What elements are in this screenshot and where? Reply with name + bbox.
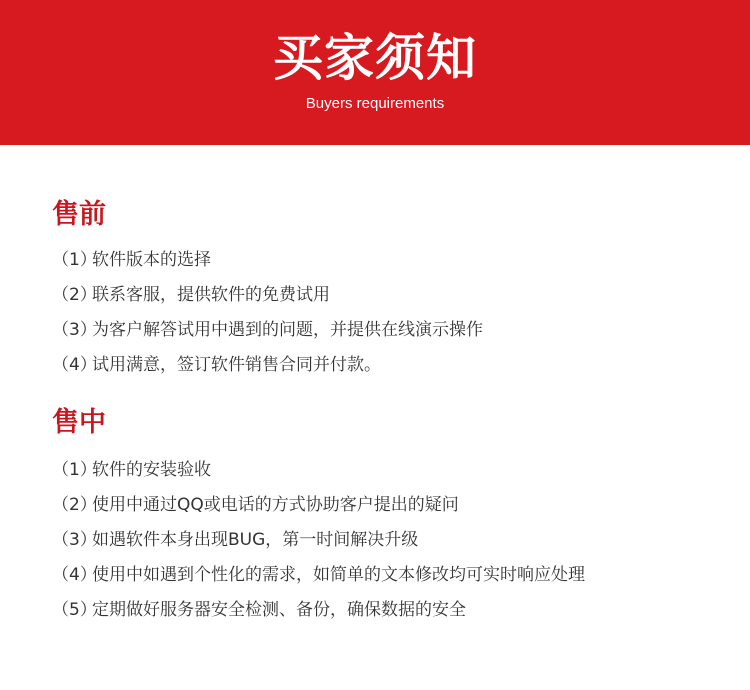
item-number: （4） [52, 355, 97, 375]
item-number: （1） [52, 460, 97, 480]
item-text: 为客户解答试用中遇到的问题，并提供在线演示操作 [92, 320, 483, 340]
presale-item [52, 243, 483, 278]
item-text: 使用中通过QQ或电话的方式协助客户提出的疑问 [92, 495, 459, 515]
item-number: （1） [52, 250, 97, 270]
page-subtitle: Buyers requirements [305, 95, 445, 112]
insale-item [52, 488, 585, 523]
presale-heading: 售前 [52, 199, 106, 230]
item-number: （5） [52, 600, 97, 620]
item-text: 联系客服，提供软件的免费试用 [92, 285, 330, 305]
presale-item [52, 348, 483, 383]
insale-heading: 售中 [52, 407, 106, 438]
item-text: 使用中如遇到个性化的需求，如简单的文本修改均可实时响应处理 [92, 565, 585, 585]
presale-item [52, 313, 483, 348]
item-number: （3） [52, 320, 97, 340]
item-number: （2） [52, 285, 97, 305]
insale-item [52, 453, 585, 488]
insale-item [52, 558, 585, 593]
presale-section [52, 197, 483, 383]
presale-item [52, 278, 483, 313]
header-banner [0, 0, 750, 145]
item-number: （3） [52, 530, 97, 550]
item-text: 试用满意，签订软件销售合同并付款。 [92, 355, 381, 375]
item-number: （2） [52, 495, 97, 515]
insale-item [52, 593, 585, 628]
insale-section [52, 405, 585, 628]
item-text: 软件的安装验收 [92, 460, 211, 480]
page-title: 买家须知 [273, 29, 477, 87]
item-text: 如遇软件本身出现BUG，第一时间解决升级 [92, 530, 419, 550]
insale-item [52, 523, 585, 558]
item-text: 软件版本的选择 [92, 250, 211, 270]
item-text: 定期做好服务器安全检测、备份，确保数据的安全 [92, 600, 466, 620]
item-number: （4） [52, 565, 97, 585]
